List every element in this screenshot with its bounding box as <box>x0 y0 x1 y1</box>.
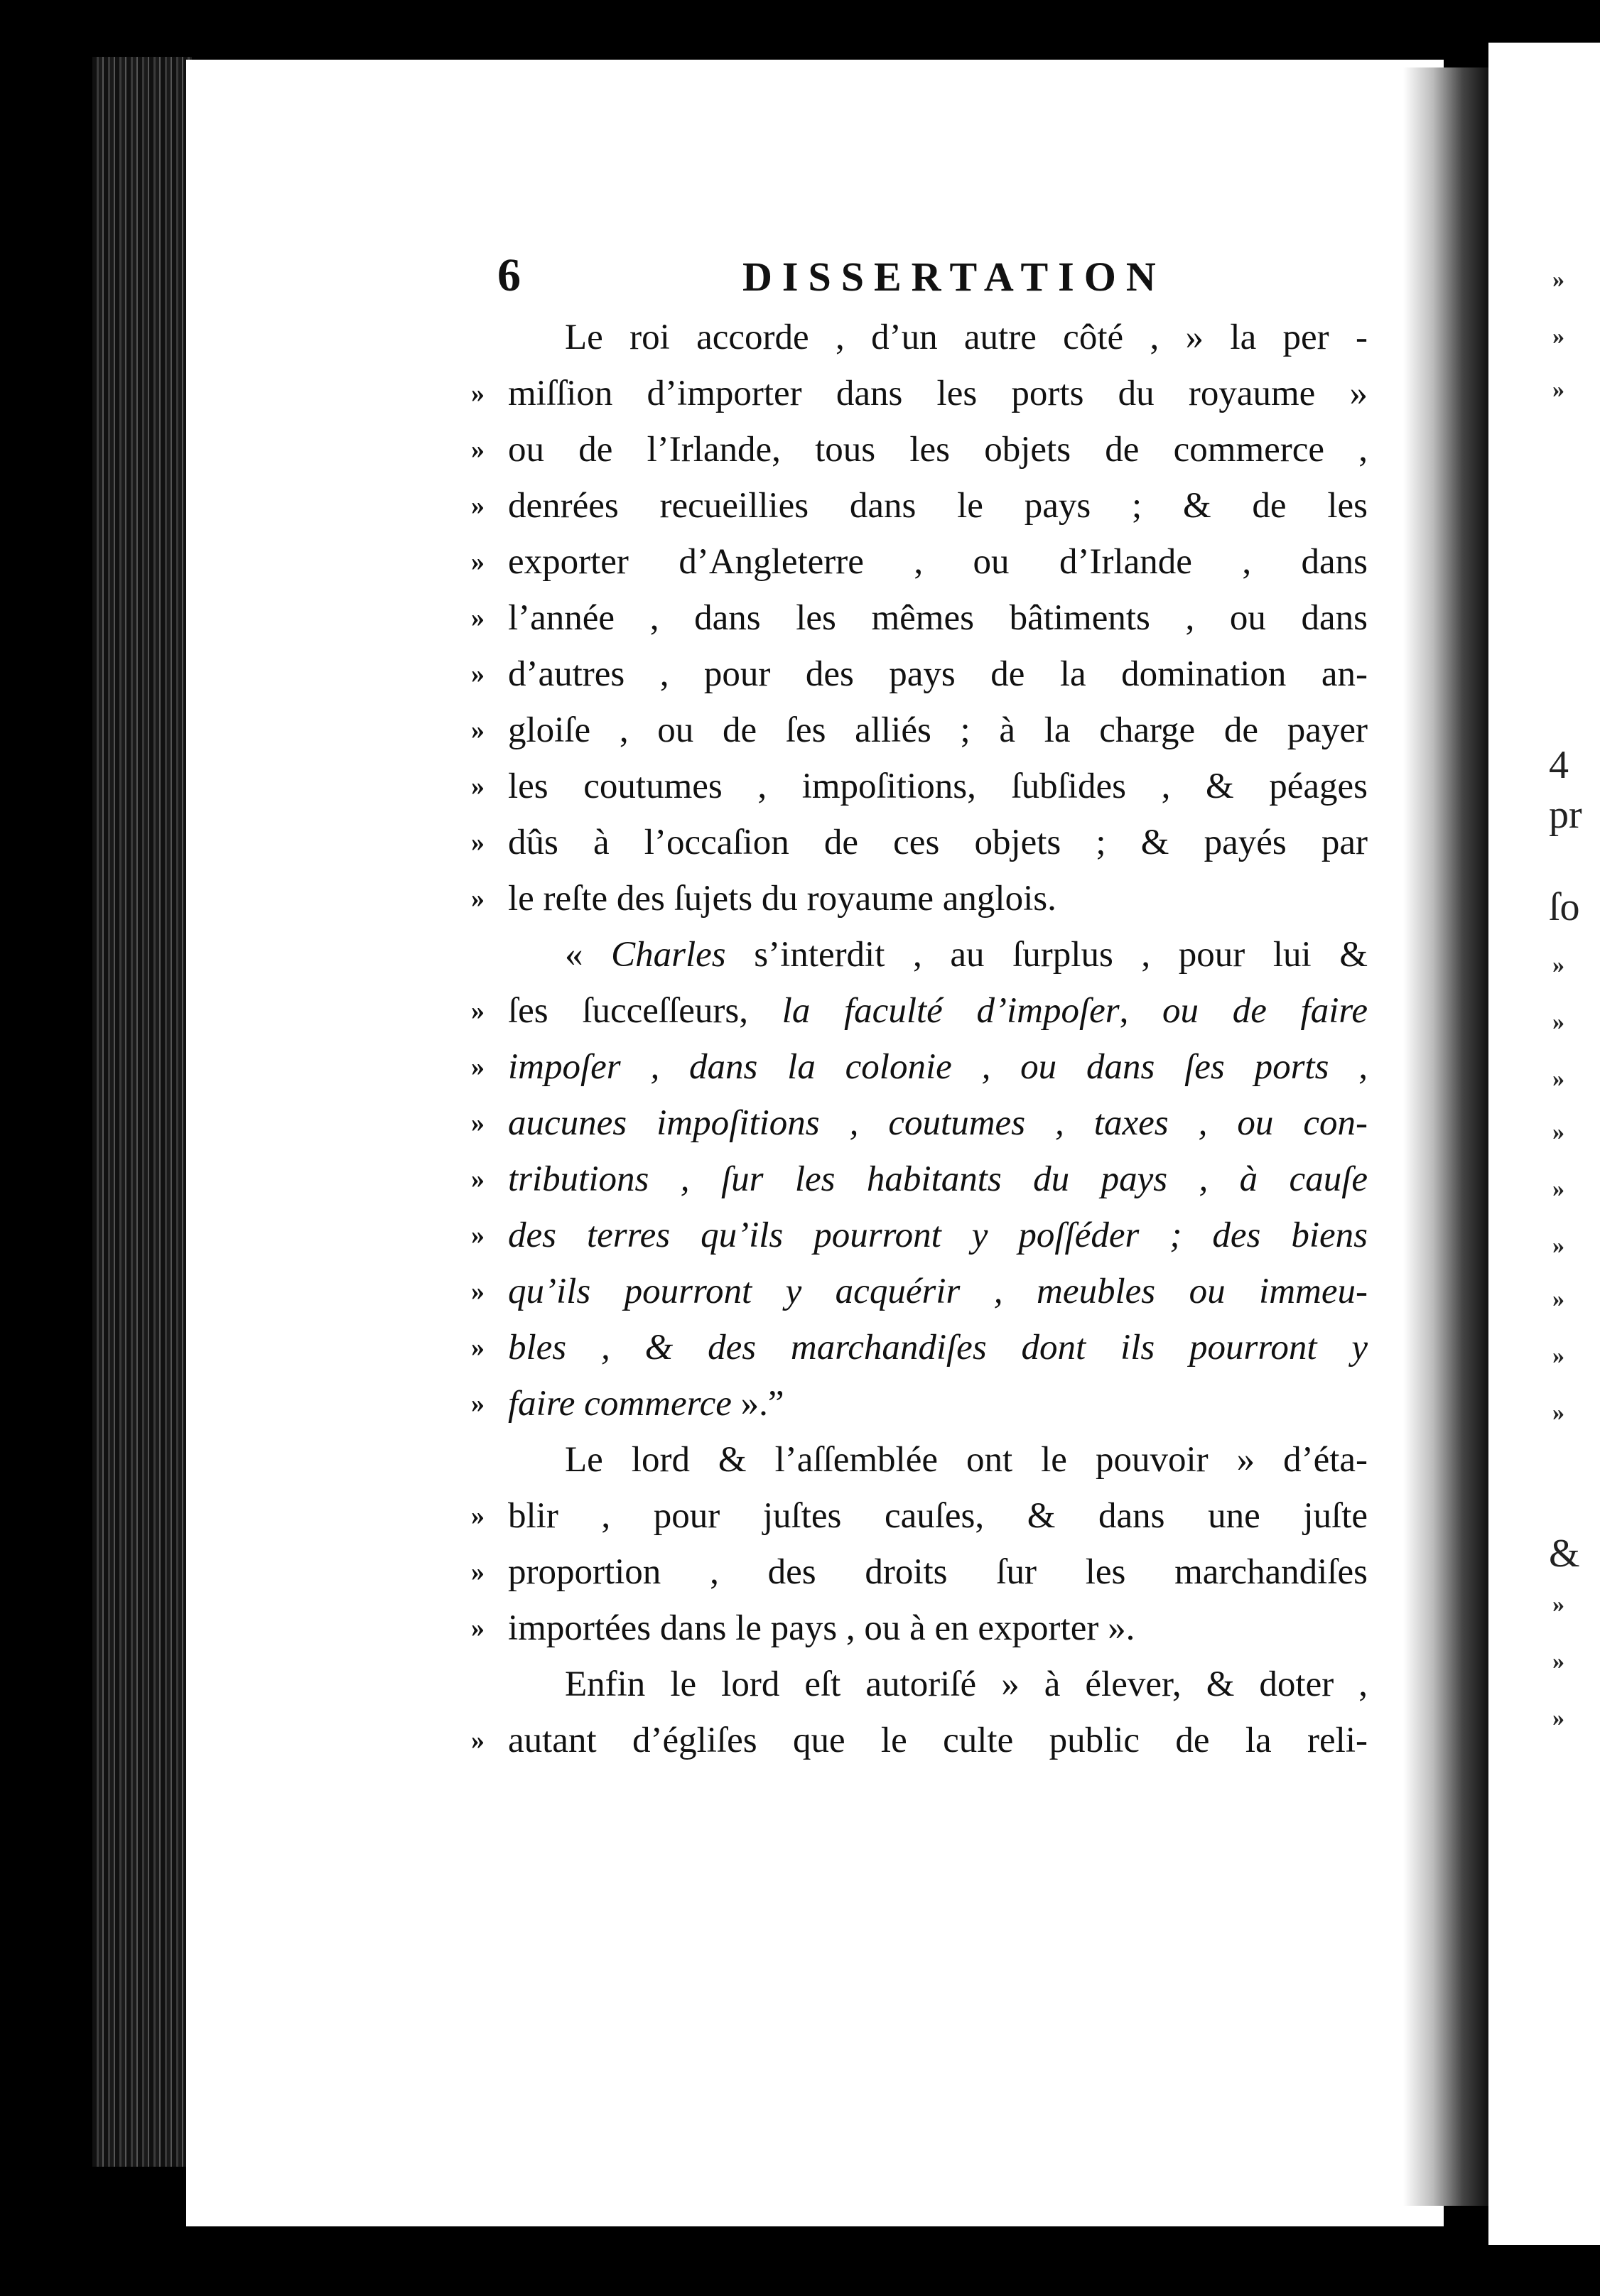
text-line <box>471 1320 1368 1376</box>
line-text <box>508 1488 1368 1544</box>
roman-text: ou de l’Irlande, tous les objets de commerce , <box>508 430 1368 470</box>
quote-mark: » <box>471 715 485 745</box>
facing-fragment: » <box>1552 1591 1564 1618</box>
roman-text: les coutumes , impoſitions, ſubſides , & péages <box>508 767 1368 806</box>
text-line <box>471 534 1368 590</box>
facing-fragment: pr <box>1549 793 1582 837</box>
line-text <box>508 1264 1368 1320</box>
line-text <box>508 1320 1368 1376</box>
facing-fragment: 4 <box>1549 743 1569 787</box>
facing-fragment: » <box>1552 1233 1564 1259</box>
text-line <box>471 1208 1368 1264</box>
roman-text: ».” <box>731 1384 784 1424</box>
italic-text: qu’ils pourront y acquérir , meubles ou immeu- <box>508 1272 1368 1311</box>
quote-mark: » <box>471 1726 485 1755</box>
line-text <box>508 1544 1368 1601</box>
roman-text: s’interdit , au ſurplus , pour lui & <box>725 935 1368 975</box>
quote-mark: » <box>471 379 485 408</box>
italic-text: faire commerce <box>508 1384 732 1424</box>
line-text <box>508 703 1368 759</box>
line-text <box>508 310 1368 366</box>
page-number: 6 <box>497 249 521 301</box>
text-line <box>471 1264 1368 1320</box>
facing-fragment: » <box>1552 1066 1564 1092</box>
line-text <box>508 1432 1368 1488</box>
facing-fragment: » <box>1552 1399 1564 1426</box>
quote-mark: » <box>471 828 485 857</box>
quote-mark: » <box>471 547 485 577</box>
italic-text: aucunes impoſitions , coutumes , taxes , ou con- <box>508 1103 1368 1143</box>
facing-fragment: » <box>1552 1009 1564 1035</box>
text-line <box>471 1095 1368 1152</box>
roman-text: miſſion d’importer dans les ports du royaume » <box>508 374 1368 413</box>
quote-mark: » <box>471 1108 485 1138</box>
facing-fragment: » <box>1552 1705 1564 1731</box>
quote-mark: » <box>471 1052 485 1082</box>
text-line <box>508 927 1368 983</box>
roman-text: , <box>1119 991 1163 1031</box>
quote-mark: » <box>471 1277 485 1306</box>
roman-text: ſes ſucceſſeurs, <box>508 991 782 1031</box>
quote-mark: » <box>471 884 485 914</box>
quote-mark: » <box>471 996 485 1026</box>
facing-fragment: » <box>1552 1286 1564 1312</box>
line-text <box>508 927 1368 983</box>
roman-text: proportion , des droits ſur les marchandiſes <box>508 1552 1368 1592</box>
italic-text: bles , & des marchandiſes dont ils pourront y <box>508 1328 1368 1368</box>
facing-fragment: » <box>1552 1648 1564 1674</box>
page-edges <box>92 57 192 2167</box>
roman-text: dûs à l’occaſion de ces objets ; & payés par <box>508 823 1368 862</box>
line-text <box>508 871 1368 927</box>
quote-mark: » <box>471 1389 485 1419</box>
line-text <box>508 534 1368 590</box>
line-text <box>508 759 1368 815</box>
text-line <box>508 1657 1368 1713</box>
line-text <box>508 815 1368 871</box>
roman-text: Enfin le lord eſt autoriſé » à élever, & doter , <box>565 1664 1368 1704</box>
gutter-shadow <box>1403 67 1488 2206</box>
text-line <box>471 871 1368 927</box>
text-line <box>471 759 1368 815</box>
quote-mark: » <box>471 1501 485 1531</box>
roman-text: blir , pour juſtes cauſes, & dans une juſte <box>508 1496 1368 1536</box>
line-text <box>508 478 1368 534</box>
quote-mark: » <box>471 1164 485 1194</box>
text-line <box>471 703 1368 759</box>
italic-text: des terres qu’ils pourront y poſſéder ; des biens <box>508 1215 1368 1255</box>
text-line <box>471 815 1368 871</box>
facing-fragment: » <box>1552 377 1564 403</box>
line-text <box>508 366 1368 422</box>
text-line <box>471 366 1368 422</box>
quote-mark: » <box>471 1333 485 1363</box>
line-text <box>508 1095 1368 1152</box>
quote-mark: » <box>471 603 485 633</box>
line-text <box>508 1657 1368 1713</box>
text-line <box>471 1488 1368 1544</box>
roman-text: Le lord & l’aſſemblée ont le pouvoir » d’éta- <box>565 1440 1368 1480</box>
quote-mark: » <box>471 491 485 521</box>
text-line <box>471 1713 1368 1769</box>
facing-fragment: » <box>1552 1119 1564 1145</box>
line-text <box>508 590 1368 646</box>
roman-text: d’autres , pour des pays de la domination an- <box>508 654 1368 694</box>
italic-text: Charles <box>611 935 726 975</box>
quote-mark: » <box>471 1557 485 1587</box>
facing-page <box>1488 43 1600 2245</box>
page-header <box>497 249 1421 313</box>
facing-fragment: » <box>1552 1176 1564 1202</box>
line-text <box>508 1039 1368 1095</box>
facing-fragment: » <box>1552 952 1564 978</box>
text-line <box>471 1039 1368 1095</box>
line-text <box>508 1152 1368 1208</box>
line-text <box>508 1208 1368 1264</box>
line-text <box>508 1601 1368 1657</box>
text-line <box>508 310 1368 366</box>
roman-text: l’année , dans les mêmes bâtiments , ou dans <box>508 598 1368 638</box>
text-line <box>471 1544 1368 1601</box>
line-text <box>508 646 1368 703</box>
text-line <box>471 1601 1368 1657</box>
roman-text: exporter d’Angleterre , ou d’Irlande , dans <box>508 542 1368 582</box>
roman-text: gloiſe , ou de ſes alliés ; à la charge de payer <box>508 710 1368 750</box>
line-text <box>508 1713 1368 1769</box>
body-text <box>471 310 1368 1769</box>
facing-fragment: ſo <box>1549 885 1580 929</box>
italic-text: tributions , ſur les habitants du pays , à cauſe <box>508 1159 1368 1199</box>
line-text <box>508 983 1368 1039</box>
roman-text: denrées recueillies dans le pays ; & de les <box>508 486 1368 526</box>
facing-fragment: & <box>1549 1532 1580 1576</box>
roman-text: autant d’égliſes que le culte public de la reli- <box>508 1721 1368 1760</box>
roman-text: importées dans le pays , ou à en exporter ». <box>508 1608 1135 1648</box>
roman-text: « <box>565 935 612 975</box>
text-line <box>508 1432 1368 1488</box>
italic-text: la faculté d’impoſer <box>782 991 1120 1031</box>
facing-fragment: » <box>1552 323 1564 350</box>
quote-mark: » <box>471 1220 485 1250</box>
text-line <box>471 478 1368 534</box>
italic-text: impoſer , dans la colonie , ou dans ſes ports , <box>508 1047 1368 1087</box>
quote-mark: » <box>471 771 485 801</box>
facing-fragment: » <box>1552 266 1564 293</box>
text-line <box>471 983 1368 1039</box>
text-line <box>471 1376 1368 1432</box>
quote-mark: » <box>471 435 485 465</box>
text-line <box>471 1152 1368 1208</box>
quote-mark: » <box>471 659 485 689</box>
running-head: DISSERTATION <box>742 254 1166 300</box>
line-text <box>508 1376 1368 1432</box>
text-line <box>471 646 1368 703</box>
roman-text: Le roi accorde , d’un autre côté , » la per - <box>565 318 1368 357</box>
line-text <box>508 422 1368 478</box>
text-line <box>471 590 1368 646</box>
roman-text: le reſte des ſujets du royaume anglois. <box>508 879 1056 919</box>
facing-fragment: » <box>1552 1343 1564 1369</box>
quote-mark: » <box>471 1613 485 1643</box>
text-line <box>471 422 1368 478</box>
italic-text: ou de faire <box>1162 991 1368 1031</box>
facing-page-fragments <box>1488 43 1600 2245</box>
